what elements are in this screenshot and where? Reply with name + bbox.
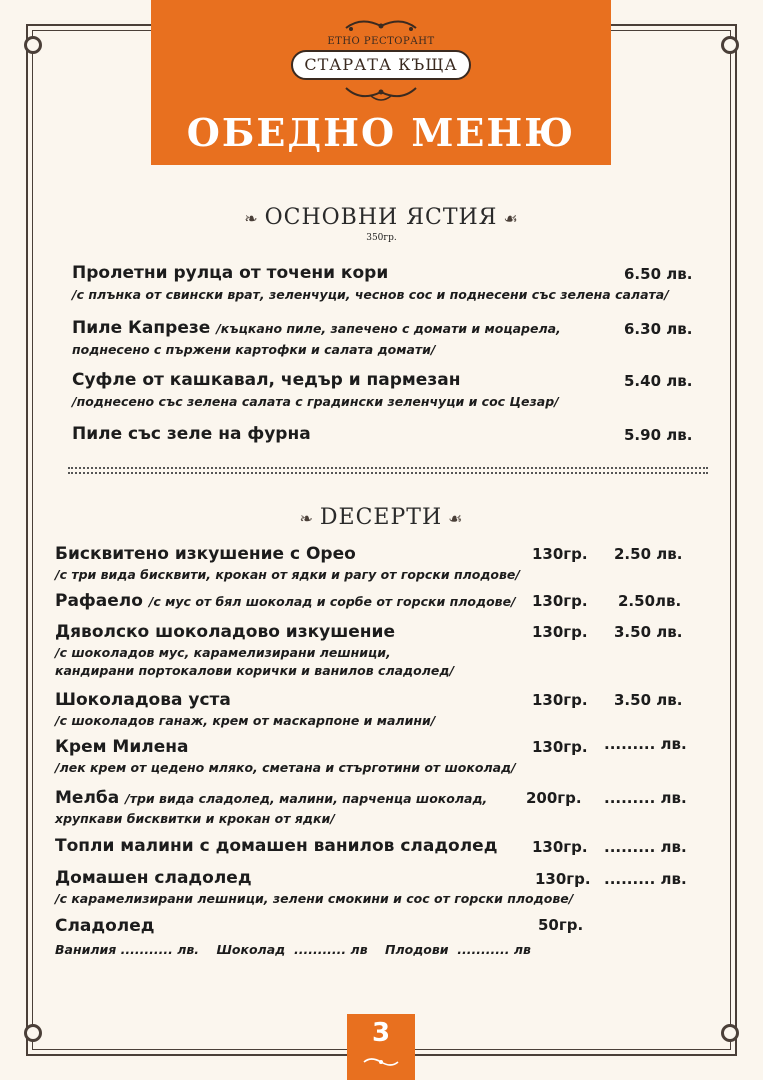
item-price: 5.40 лв.: [624, 372, 693, 390]
item-description: поднесено с пържени картофки и салата домати/: [72, 342, 436, 357]
page-number: 3: [371, 1018, 391, 1048]
item-description: /три вида сладолед, малини, парченца шоколад,: [125, 791, 488, 806]
menu-item: [72, 318, 561, 357]
flourish-icon: [341, 82, 421, 104]
corner-ornament: [721, 1024, 739, 1042]
item-description: /къцкано пиле, запечено с домати и моцарела,: [216, 321, 561, 336]
item-weight: 130гр.: [532, 838, 588, 856]
item-description: /с три вида бисквити, крокан от ядки и рагу от горски плодове/: [55, 567, 520, 582]
menu-item: [55, 544, 520, 582]
item-description: /лек крем от цедено мляко, сметана и стърготини от шоколад/: [55, 760, 516, 775]
restaurant-logo: [281, 14, 481, 104]
item-name: Топли малини с домашен ванилов сладолед: [55, 836, 498, 856]
item-description: /поднесено със зелена салата с градински зеленчуци и сос Цезар/: [72, 394, 559, 409]
menu-item: [72, 424, 311, 444]
section-heading-desserts: ❧ DECEРТИ ☙: [0, 505, 763, 530]
item-name: Бисквитено изкушение с Орео: [55, 544, 356, 564]
menu-item: [55, 737, 516, 775]
item-description: /с карамелизирани лешници, зелени смокини и сос от горски плодове/: [55, 891, 574, 906]
item-weight: 130гр.: [532, 738, 588, 756]
item-price: ......... лв.: [604, 789, 687, 807]
corner-ornament: [24, 1024, 42, 1042]
item-description: /с шоколадов ганаж, крем от маскарпоне и малини/: [55, 713, 436, 728]
item-name: Крем Милена: [55, 737, 189, 757]
item-price: 6.50 лв.: [624, 265, 693, 283]
menu-item: [55, 868, 573, 906]
item-name: Дяволско шоколадово изкушение: [55, 622, 395, 642]
flourish-icon: [361, 1054, 401, 1070]
menu-item: [55, 622, 454, 678]
item-description: кандирани портокалови корички и ванилов сладолед/: [55, 663, 455, 678]
corner-ornament: [721, 36, 739, 54]
menu-item: [55, 916, 531, 957]
menu-item: [55, 788, 487, 826]
menu-item: [72, 370, 559, 409]
ornament-icon: ☙: [448, 509, 464, 528]
item-name: Рафаело: [55, 591, 143, 611]
ornament-icon: ☙: [503, 209, 519, 228]
item-name: Суфле от кашкавал, чедър и пармезан: [72, 370, 461, 390]
page-number-tab: [347, 1014, 415, 1080]
item-description: /с шоколадов мус, карамелизирани лешници,: [55, 645, 391, 660]
ornament-icon: ❧: [244, 209, 259, 228]
item-weight: 130гр.: [532, 623, 588, 641]
menu-item: [55, 591, 516, 611]
page-title: ОБЕДНО МЕНЮ: [186, 110, 576, 155]
item-weight: 200гр.: [526, 789, 582, 807]
item-price: 3.50 лв.: [614, 691, 683, 709]
item-name: Пиле със зеле на фурна: [72, 424, 311, 444]
item-price: ......... лв.: [604, 838, 687, 856]
flourish-icon: [341, 16, 421, 34]
section-heading-mains: ❧ ОСНОВНИ ЯСТИЯ ☙: [0, 205, 763, 230]
item-weight: 130гр.: [532, 592, 588, 610]
item-name: Шоколадова уста: [55, 690, 231, 710]
menu-item: [72, 263, 669, 302]
item-description: Ванилия ........... лв. Шоколад ........... лв Плодови ........... лв: [55, 942, 531, 957]
logo-plate: [291, 50, 471, 80]
item-price: 5.90 лв.: [624, 426, 693, 444]
item-description: /с плънка от свински врат, зеленчуци, чеснов сос и поднесени със зелена салата/: [72, 287, 669, 302]
item-price: ......... лв.: [604, 870, 687, 888]
item-weight: 130гр.: [535, 870, 591, 888]
section-divider: [68, 464, 708, 476]
item-weight: 130гр.: [532, 545, 588, 563]
item-name: Пиле Капрезе: [72, 318, 211, 338]
item-weight: 130гр.: [532, 691, 588, 709]
item-weight: 50гр.: [538, 916, 584, 934]
item-name: Домашен сладолед: [55, 868, 252, 888]
item-price: 6.30 лв.: [624, 320, 693, 338]
item-name: Сладолед: [55, 916, 155, 936]
menu-item: [55, 836, 497, 856]
item-price: 3.50 лв.: [614, 623, 683, 641]
item-name: Пролетни рулца от точени кори: [72, 263, 389, 283]
item-price: 2.50 лв.: [614, 545, 683, 563]
ornament-icon: ❧: [299, 509, 314, 528]
item-price: ......... лв.: [604, 735, 687, 753]
section-subtitle: 350гр.: [366, 233, 397, 243]
item-description: /с мус от бял шоколад и сорбе от горски плодове/: [148, 594, 516, 609]
item-name: Мелба: [55, 788, 120, 808]
header-banner: [151, 0, 611, 165]
corner-ornament: [24, 36, 42, 54]
logo-subtitle: ЕТНО РЕСТОРАНТ: [327, 36, 435, 47]
item-description: хрупкави бисквитки и крокан от ядки/: [55, 811, 335, 826]
item-price: 2.50лв.: [618, 592, 682, 610]
logo-name: СТАРАТА КЪЩА: [304, 55, 458, 74]
menu-item: [55, 690, 435, 728]
